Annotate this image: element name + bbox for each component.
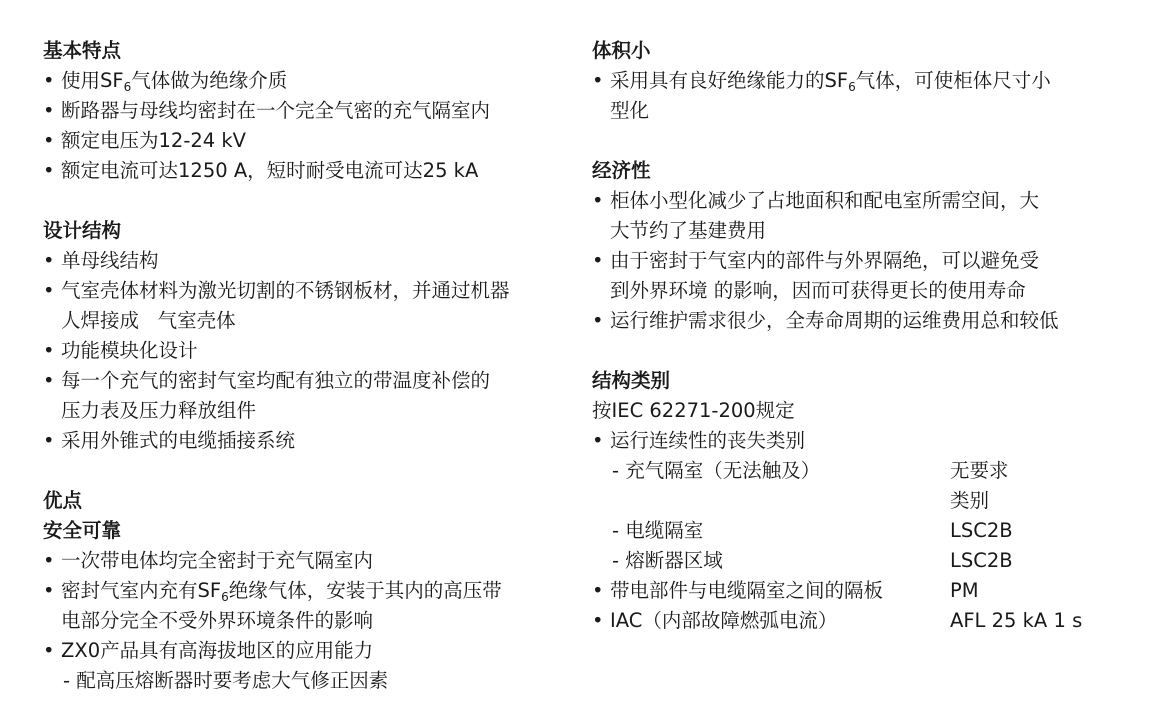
design-item-2: • 气室壳体材料为激光切割的不锈钢板材，并通过机器 — [43, 276, 563, 306]
advantages-item-2-continued: 电部分完全不受外界环境条件的影响 — [61, 609, 374, 632]
classification-intro: 按IEC 62271-200规定 — [592, 399, 795, 422]
features-item-2: • 断路器与母线均密封在一个完全气密的充气隔室内 — [43, 96, 563, 126]
design-heading: 设计结构 — [43, 219, 122, 242]
row-label: - 充气隔室（无法触及） — [612, 459, 821, 482]
classification-heading: 结构类别 — [592, 369, 671, 392]
classification-row-gas-compartment-continued — [592, 486, 1112, 516]
design-item-3: • 功能模块化设计 — [43, 336, 563, 366]
volume-item-1: • 采用具有良好绝缘能力的$SF_6$气体，可使柜体尺寸小 — [592, 66, 1112, 96]
classification-item-1: • 运行连续性的丧失类别 — [592, 426, 1112, 456]
features-item-1: • 使用$SF_6$气体做为绝缘介质 — [43, 66, 563, 96]
economy-item-1-continued: 大节约了基建费用 — [610, 219, 767, 242]
row-value-continued: 类别 — [950, 489, 990, 512]
row-value: LSC2B — [950, 519, 1013, 542]
volume-item-1-continued: 型化 — [610, 99, 650, 122]
advantages-item-1: • 一次带电体均完全密封于充气隔室内 — [43, 546, 563, 576]
subscript-6: 6 — [221, 590, 229, 604]
classification-row-gas-compartment — [592, 456, 1112, 486]
advantages-item-2: • 密封气室内充有$SF_6$绝缘气体，安装于其内的高压带 — [43, 576, 563, 606]
design-item-5: • 采用外锥式的电缆插接系统 — [43, 426, 563, 456]
row-label: • IAC（内部故障燃弧电流） — [592, 606, 950, 636]
advantages-heading: 优点 — [43, 489, 83, 512]
economy-item-2-continued: 到外界环境 的影响，因而可获得更长的使用寿命 — [610, 279, 1026, 302]
row-value: 无要求 — [950, 459, 1009, 482]
right-column — [592, 36, 1112, 636]
features-item-3: • 额定电压为12-24 kV — [43, 126, 563, 156]
features-heading: 基本特点 — [43, 39, 122, 62]
design-item-2-continued: 人焊接成 气室壳体 — [61, 309, 236, 332]
row-value: AFL 25 kA 1 s — [950, 609, 1083, 632]
advantages-item-3-sub: - 配高压熔断器时要考虑大气修正因素 — [63, 669, 389, 692]
classification-row-cable-compartment — [592, 516, 1112, 546]
economy-item-1: • 柜体小型化减少了占地面积和配电室所需空间，大 — [592, 186, 1112, 216]
design-item-4: • 每一个充气的密封气室均配有独立的带温度补偿的 — [43, 366, 563, 396]
safety-subheading: 安全可靠 — [43, 519, 122, 542]
left-column — [43, 36, 563, 696]
classification-item-2 — [592, 576, 1112, 606]
economy-item-3: • 运行维护需求很少，全寿命周期的运维费用总和较低 — [592, 306, 1112, 336]
row-value: PM — [950, 579, 979, 602]
economy-heading: 经济性 — [592, 159, 651, 182]
row-value: LSC2B — [950, 549, 1013, 572]
volume-heading: 体积小 — [592, 39, 651, 62]
design-item-4-continued: 压力表及压力释放组件 — [61, 399, 257, 422]
subscript-6: 6 — [123, 80, 132, 94]
row-label: - 熔断器区域 — [612, 549, 723, 572]
classification-row-fuse-area — [592, 546, 1112, 576]
design-item-1: • 单母线结构 — [43, 246, 563, 276]
economy-item-2: • 由于密封于气室内的部件与外界隔绝，可以避免受 — [592, 246, 1112, 276]
features-item-4: • 额定电流可达1250 A，短时耐受电流可达25 kA — [43, 156, 563, 186]
row-label: • 带电部件与电缆隔室之间的隔板 — [592, 576, 950, 606]
classification-item-3 — [592, 606, 1112, 636]
row-label: - 电缆隔室 — [612, 519, 704, 542]
subscript-6: 6 — [848, 80, 856, 94]
advantages-item-3: • ZX0产品具有高海拔地区的应用能力 — [43, 636, 563, 666]
